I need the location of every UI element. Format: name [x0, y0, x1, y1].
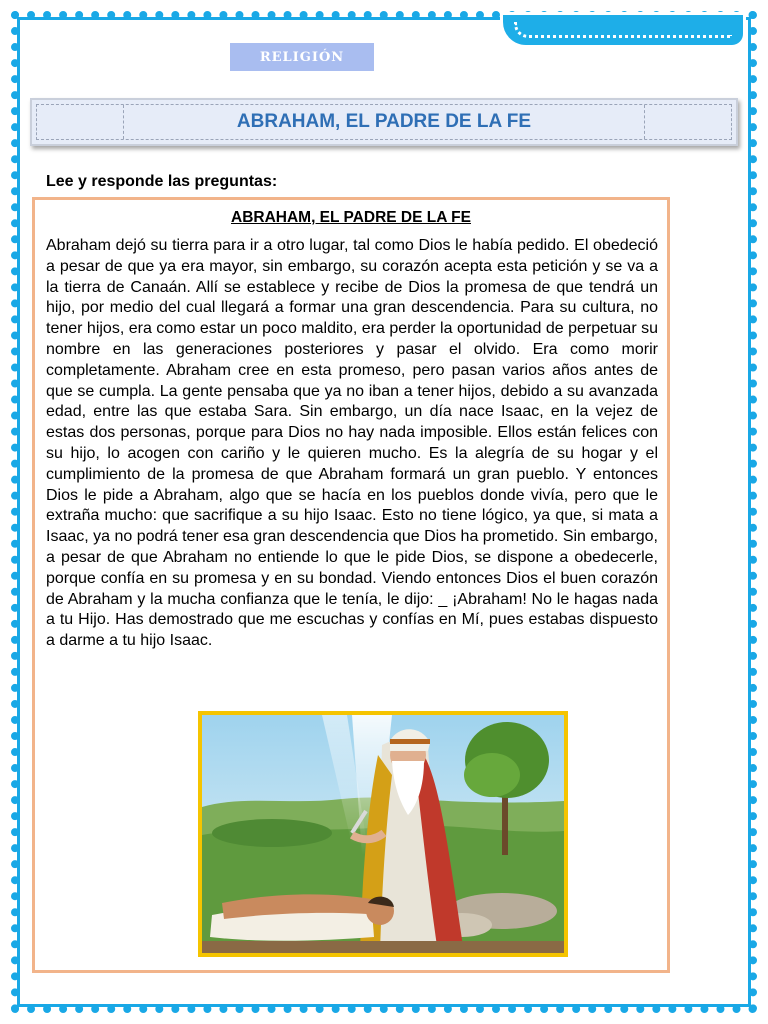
subject-badge: RELIGIÓN: [230, 43, 374, 71]
bushes-left: [212, 819, 332, 847]
reading-body: Abraham dejó su tierra para ir a otro lugar, tal como Dios le había pedido. El obedeció a pesar de que ya era mayor, sin embargo, su corazón acepta esta petición y se va a la tierra de Canaán. Allí se establece y recibe de Dios la promesa de que tendrá un hijo, por medio del cual llegará a formar una gran descendencia. Para su cultura, no tener hijos, era como estar un poco maldito, era perder la oportunidad de perpetuar su nombre en las generaciones posteriores y pasar el olvido. Era como morir completamente. Abraham cree en esta promeso, pero pasan varios años antes de que se cumpla. La gente pensaba que ya no iban a tener hijos, debido a su avanzada edad, entre las que estaba Sara. Sin embargo, un día nace Isaac, en la vejez de estas dos personas, porque para Dios no hay nada imposible. Ellos están felices con su hijo, lo acogen con cariño y le quieren mucho. Es la alegría de su hogar y el cumplimiento de la promesa de que Abraham formará un gran pueblo. Y entonces Dios le pide a Abraham, algo que se hacía en los pueblos donde vivía, pero que le extraña mucho: que sacrifique a su hijo Isaac. Esto no tiene lógico, ya que, si mata a Isaac, ya no podrá tener esa gran descendencia que Dios ha prometido. Sin embargo, a pesar de que Abraham no entiende lo que le pide Dios, se dispone a obedecerle, porque confía en su promesa y en su bondad. Viendo entonces Dios el buen corazón de Abraham y la mucha confianza que le tenía, le dijo: _ ¡Abraham! No le hagas nada a tu Hijo. Has demostrado que me escuchas y confías en Mí, pues estabas dispuesto a darme a tu hijo Isaac.: [46, 237, 658, 650]
abraham-headband: [390, 739, 430, 744]
title-banner: [30, 98, 738, 146]
page-title: ABRAHAM, EL PADRE DE LA FE: [236, 111, 532, 132]
tree-canopy: [464, 753, 520, 797]
reading-box: [32, 197, 670, 973]
corner-tab-stitching: [514, 22, 732, 38]
illustration-drawing: [202, 715, 564, 953]
altar-stones: [202, 941, 564, 953]
reading-title: ABRAHAM, EL PADRE DE LA FE: [231, 209, 471, 226]
instruction-text: Lee y responde las preguntas:: [46, 173, 278, 190]
abraham-isaac-illustration: [198, 711, 568, 957]
